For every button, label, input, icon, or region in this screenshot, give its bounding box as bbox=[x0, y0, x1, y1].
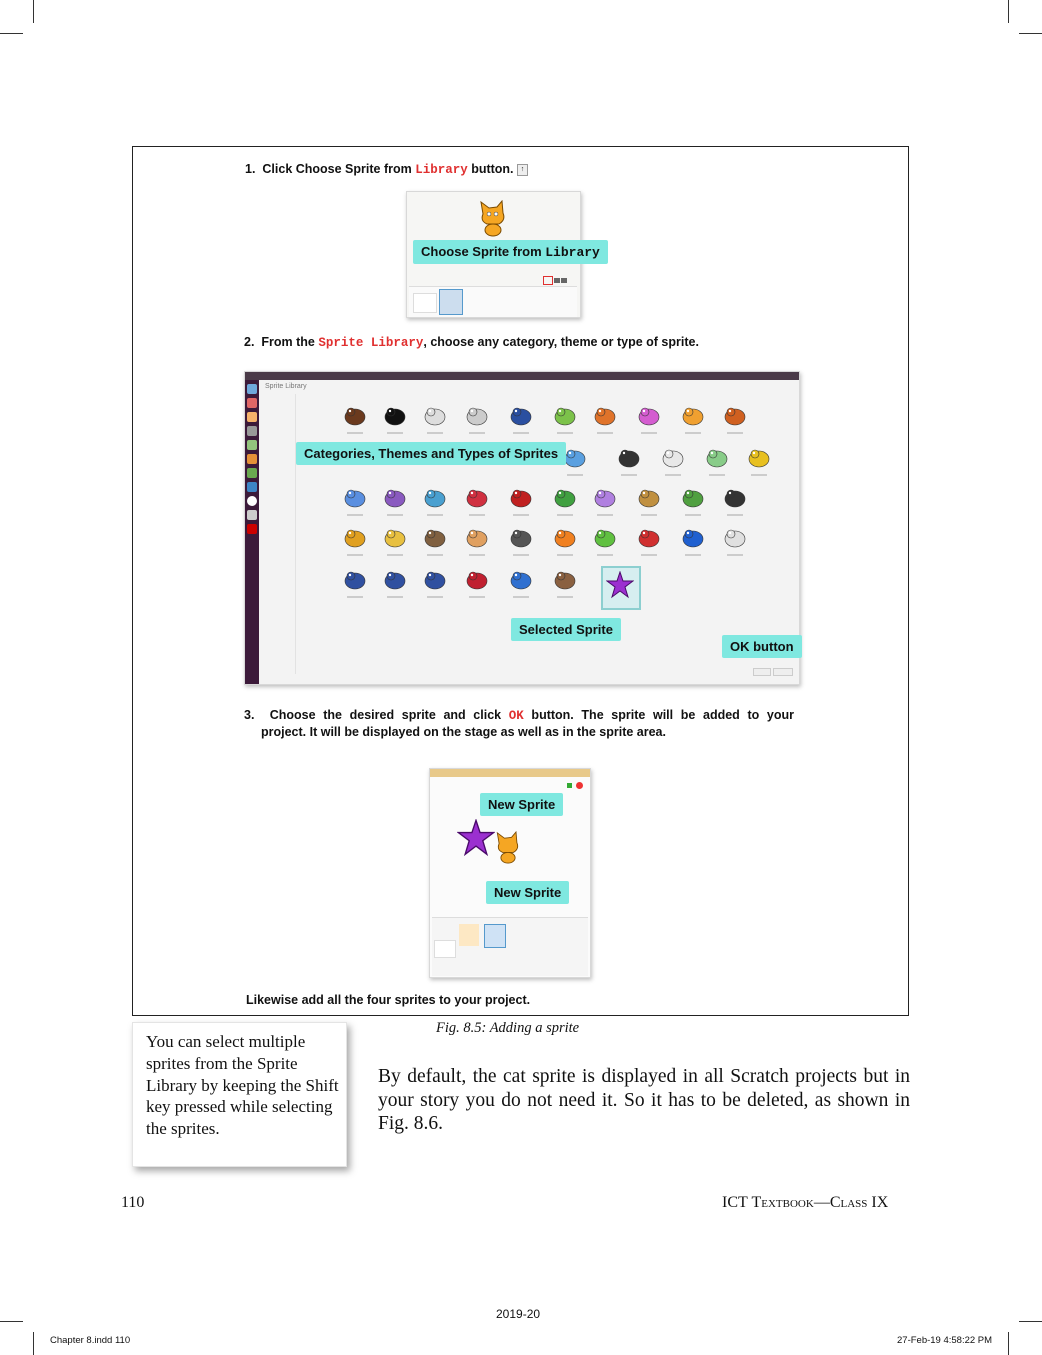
starfish-sprite-thumb[interactable] bbox=[484, 924, 506, 948]
code-keyword: Library bbox=[415, 163, 468, 177]
callout-code: Library bbox=[545, 245, 600, 260]
sprite-thumbnail-label bbox=[469, 514, 485, 516]
code-keyword: OK bbox=[508, 709, 524, 723]
sprite-thumbnail-icon[interactable] bbox=[463, 524, 491, 552]
cat-sprite-icon bbox=[492, 831, 524, 865]
sprite-thumbnail-label bbox=[727, 514, 743, 516]
crop-mark bbox=[1019, 33, 1042, 34]
sprite-thumbnail-label bbox=[513, 514, 529, 516]
sprite-thumbnail-label bbox=[597, 554, 613, 556]
starfish-sprite-icon bbox=[457, 819, 495, 857]
sprite-thumbnail-icon[interactable] bbox=[615, 444, 643, 472]
sprite-thumbnail-icon[interactable] bbox=[659, 444, 687, 472]
sprite-thumbnail-icon[interactable] bbox=[703, 444, 731, 472]
stage-thumb bbox=[413, 293, 437, 313]
figure-footer-note: Likewise add all the four sprites to your project. bbox=[246, 993, 531, 1007]
sprite-thumbnail-label bbox=[641, 514, 657, 516]
slug-left: Chapter 8.indd 110 bbox=[50, 1335, 131, 1346]
sprite-thumbnail-icon[interactable] bbox=[421, 566, 449, 594]
choose-sprite-icon: ↑ bbox=[517, 164, 528, 176]
crop-mark bbox=[0, 1321, 23, 1322]
sprite-thumb bbox=[439, 289, 463, 315]
body-paragraph: By default, the cat sprite is displayed in all Scratch projects but in your story you do not need it. So it has to be deleted, as shown in Fig. 8.6. bbox=[378, 1066, 910, 1134]
sprite-thumbnail-icon[interactable] bbox=[551, 524, 579, 552]
sprite-thumbnail-label bbox=[685, 432, 701, 434]
crop-mark bbox=[1008, 0, 1009, 23]
crop-mark bbox=[1008, 1332, 1009, 1355]
sprite-thumbnail-icon[interactable] bbox=[463, 402, 491, 430]
step-number: 1. bbox=[245, 162, 256, 176]
crop-mark bbox=[33, 1332, 34, 1355]
sprite-thumbnail-label bbox=[557, 432, 573, 434]
sprite-thumbnail-label bbox=[641, 432, 657, 434]
cat-sprite-icon bbox=[475, 200, 511, 238]
sprite-thumbnail-icon[interactable] bbox=[421, 524, 449, 552]
camera-icon bbox=[561, 278, 567, 283]
callout-new-sprite-bottom: New Sprite bbox=[486, 881, 569, 904]
sprite-thumbnail-label bbox=[727, 554, 743, 556]
step-3 bbox=[244, 707, 794, 740]
book-title-part: Class bbox=[829, 1194, 868, 1211]
step-2 bbox=[244, 335, 699, 350]
sprite-thumbnail-label bbox=[387, 514, 403, 516]
sprite-thumbnail-label bbox=[347, 514, 363, 516]
sprite-thumbnail-icon[interactable] bbox=[745, 444, 773, 472]
sprite-thumbnail-icon[interactable] bbox=[721, 524, 749, 552]
crop-mark bbox=[33, 0, 34, 23]
sprite-thumbnail-label bbox=[597, 432, 613, 434]
sprite-thumbnail-icon[interactable] bbox=[507, 566, 535, 594]
sprite-thumbnail-icon[interactable] bbox=[551, 566, 579, 594]
screenshot-new-sprite bbox=[429, 768, 591, 978]
sprite-thumbnail-icon[interactable] bbox=[635, 524, 663, 552]
sprite-thumbnail-icon[interactable] bbox=[635, 484, 663, 512]
sprite-thumbnail-icon[interactable] bbox=[463, 484, 491, 512]
sprite-thumbnail-label bbox=[685, 554, 701, 556]
sprite-thumbnail-icon[interactable] bbox=[551, 402, 579, 430]
sprite-thumbnail-label bbox=[513, 432, 529, 434]
cancel-button[interactable] bbox=[773, 668, 793, 676]
sprite-thumbnail-label bbox=[427, 554, 443, 556]
note-text: You can select multiple sprites from the Sprite Library by keeping the Shift key pressed while selecting the sprites. bbox=[146, 1032, 339, 1139]
sprite-area bbox=[409, 286, 577, 317]
book-title bbox=[722, 1194, 888, 1212]
page-number: 110 bbox=[121, 1194, 145, 1211]
sprite-thumbnail-label bbox=[557, 596, 573, 598]
screenshot-sprite-library bbox=[244, 371, 800, 685]
figure-frame bbox=[132, 146, 909, 1016]
step-text: From the bbox=[261, 335, 319, 349]
sprite-thumbnail-label bbox=[387, 432, 403, 434]
sprite-thumbnail-label bbox=[347, 432, 363, 434]
step-text: Click Choose Sprite from bbox=[262, 162, 416, 176]
sprite-area bbox=[432, 917, 588, 976]
sprite-thumbnail-label bbox=[427, 514, 443, 516]
sprite-thumbnail-icon[interactable] bbox=[507, 402, 535, 430]
sprite-thumbnail-icon[interactable] bbox=[507, 484, 535, 512]
sprite-thumbnail-icon[interactable] bbox=[381, 484, 409, 512]
sprite-thumbnail-label bbox=[557, 514, 573, 516]
stage-thumb bbox=[434, 940, 456, 958]
callout-choose-sprite bbox=[413, 240, 608, 264]
callout-new-sprite-top: New Sprite bbox=[480, 793, 563, 816]
step-1 bbox=[245, 162, 528, 177]
sprite-thumbnail-icon[interactable] bbox=[635, 402, 663, 430]
sprite-thumbnail-icon[interactable] bbox=[591, 402, 619, 430]
sprite-thumbnail-label bbox=[709, 474, 725, 476]
code-keyword: Sprite Library bbox=[318, 336, 424, 350]
editor-toolbar bbox=[430, 769, 590, 777]
library-title: Sprite Library bbox=[265, 383, 307, 390]
note-box bbox=[132, 1022, 347, 1167]
sprite-thumbnail-label bbox=[665, 474, 681, 476]
sprite-thumbnail-icon[interactable] bbox=[679, 484, 707, 512]
callout-ok-button: OK button bbox=[722, 635, 802, 658]
step-text: button. bbox=[467, 162, 514, 176]
green-flag-icon[interactable] bbox=[567, 783, 572, 788]
step-number: 3. bbox=[244, 708, 255, 722]
sprite-thumbnail-icon[interactable] bbox=[341, 524, 369, 552]
step-3-line-1 bbox=[244, 707, 794, 724]
sprite-thumbnail-label bbox=[427, 432, 443, 434]
sprite-thumbnail-label bbox=[513, 554, 529, 556]
book-title-part: Textbook bbox=[751, 1194, 814, 1211]
step-text: button. The sprite will be added to your bbox=[523, 708, 795, 722]
sprite-thumbnail-label bbox=[685, 514, 701, 516]
callout-categories: Categories, Themes and Types of Sprites bbox=[296, 442, 566, 465]
callout-selected-sprite: Selected Sprite bbox=[511, 618, 621, 641]
step-text: Choose the desired sprite and click bbox=[269, 708, 509, 722]
starfish-sprite-icon bbox=[606, 571, 634, 599]
sprite-thumbnail-icon[interactable] bbox=[421, 484, 449, 512]
new-sprite-toolbar bbox=[511, 276, 577, 284]
sprite-thumbnail-icon[interactable] bbox=[591, 524, 619, 552]
sprite-thumbnail-icon[interactable] bbox=[381, 524, 409, 552]
sprite-thumbnail-icon[interactable] bbox=[421, 402, 449, 430]
book-title-sep: — bbox=[813, 1194, 830, 1211]
sprite-thumbnail-label bbox=[567, 474, 583, 476]
sprite-thumbnail-label bbox=[557, 554, 573, 556]
step-3-line-2: project. It will be displayed on the stage as well as in the sprite area. bbox=[261, 725, 666, 739]
sprite-thumbnail-label bbox=[347, 596, 363, 598]
cat-sprite-thumb[interactable] bbox=[459, 924, 479, 946]
sprite-thumbnail-label bbox=[387, 554, 403, 556]
slug-right: 27-Feb-19 4:58:22 PM bbox=[897, 1335, 993, 1346]
crop-mark bbox=[1019, 1321, 1042, 1322]
screenshot-choose-sprite bbox=[406, 191, 600, 318]
sprite-thumbnail-label bbox=[469, 432, 485, 434]
sprite-thumbnail-label bbox=[427, 596, 443, 598]
callout-text: Choose Sprite from bbox=[421, 244, 546, 259]
sprite-thumbnail-label bbox=[347, 554, 363, 556]
sprite-thumbnail-label bbox=[641, 554, 657, 556]
figure-caption: Fig. 8.5: Adding a sprite bbox=[436, 1020, 580, 1036]
sprite-thumbnail-label bbox=[727, 432, 743, 434]
highlight-box bbox=[543, 276, 553, 285]
stop-icon[interactable] bbox=[576, 782, 583, 789]
book-title-part: ICT bbox=[722, 1194, 752, 1211]
sprite-thumbnail-icon[interactable] bbox=[463, 566, 491, 594]
sprite-thumbnail-icon[interactable] bbox=[551, 484, 579, 512]
sprite-thumbnail-icon[interactable] bbox=[721, 484, 749, 512]
sprite-thumbnail-label bbox=[621, 474, 637, 476]
ok-button[interactable] bbox=[753, 668, 771, 676]
sprite-thumbnail-icon[interactable] bbox=[341, 484, 369, 512]
sprite-thumbnail-label bbox=[597, 514, 613, 516]
sprite-thumbnail-label bbox=[751, 474, 767, 476]
sprite-thumbnail-icon[interactable] bbox=[679, 402, 707, 430]
sprite-thumbnail-icon[interactable] bbox=[341, 402, 369, 430]
sprite-thumbnail-icon[interactable] bbox=[591, 484, 619, 512]
crop-mark bbox=[0, 33, 23, 34]
step-text: , choose any category, theme or type of sprite. bbox=[423, 335, 699, 349]
step-number: 2. bbox=[244, 335, 255, 349]
sprite-thumbnail-label bbox=[387, 596, 403, 598]
book-title-part: IX bbox=[867, 1194, 889, 1211]
sprite-thumbnail-icon[interactable] bbox=[381, 566, 409, 594]
sprite-thumbnail-icon[interactable] bbox=[721, 402, 749, 430]
year-label: 2019-20 bbox=[496, 1307, 541, 1321]
sprite-thumbnail-label bbox=[469, 596, 485, 598]
paint-icon bbox=[554, 278, 560, 283]
sprite-thumbnail-label bbox=[469, 554, 485, 556]
sprite-thumbnail-label bbox=[513, 596, 529, 598]
sprite-thumbnail-icon[interactable] bbox=[679, 524, 707, 552]
sprite-thumbnail-icon[interactable] bbox=[341, 566, 369, 594]
sprite-thumbnail-icon[interactable] bbox=[507, 524, 535, 552]
sprite-thumbnail-icon[interactable] bbox=[381, 402, 409, 430]
